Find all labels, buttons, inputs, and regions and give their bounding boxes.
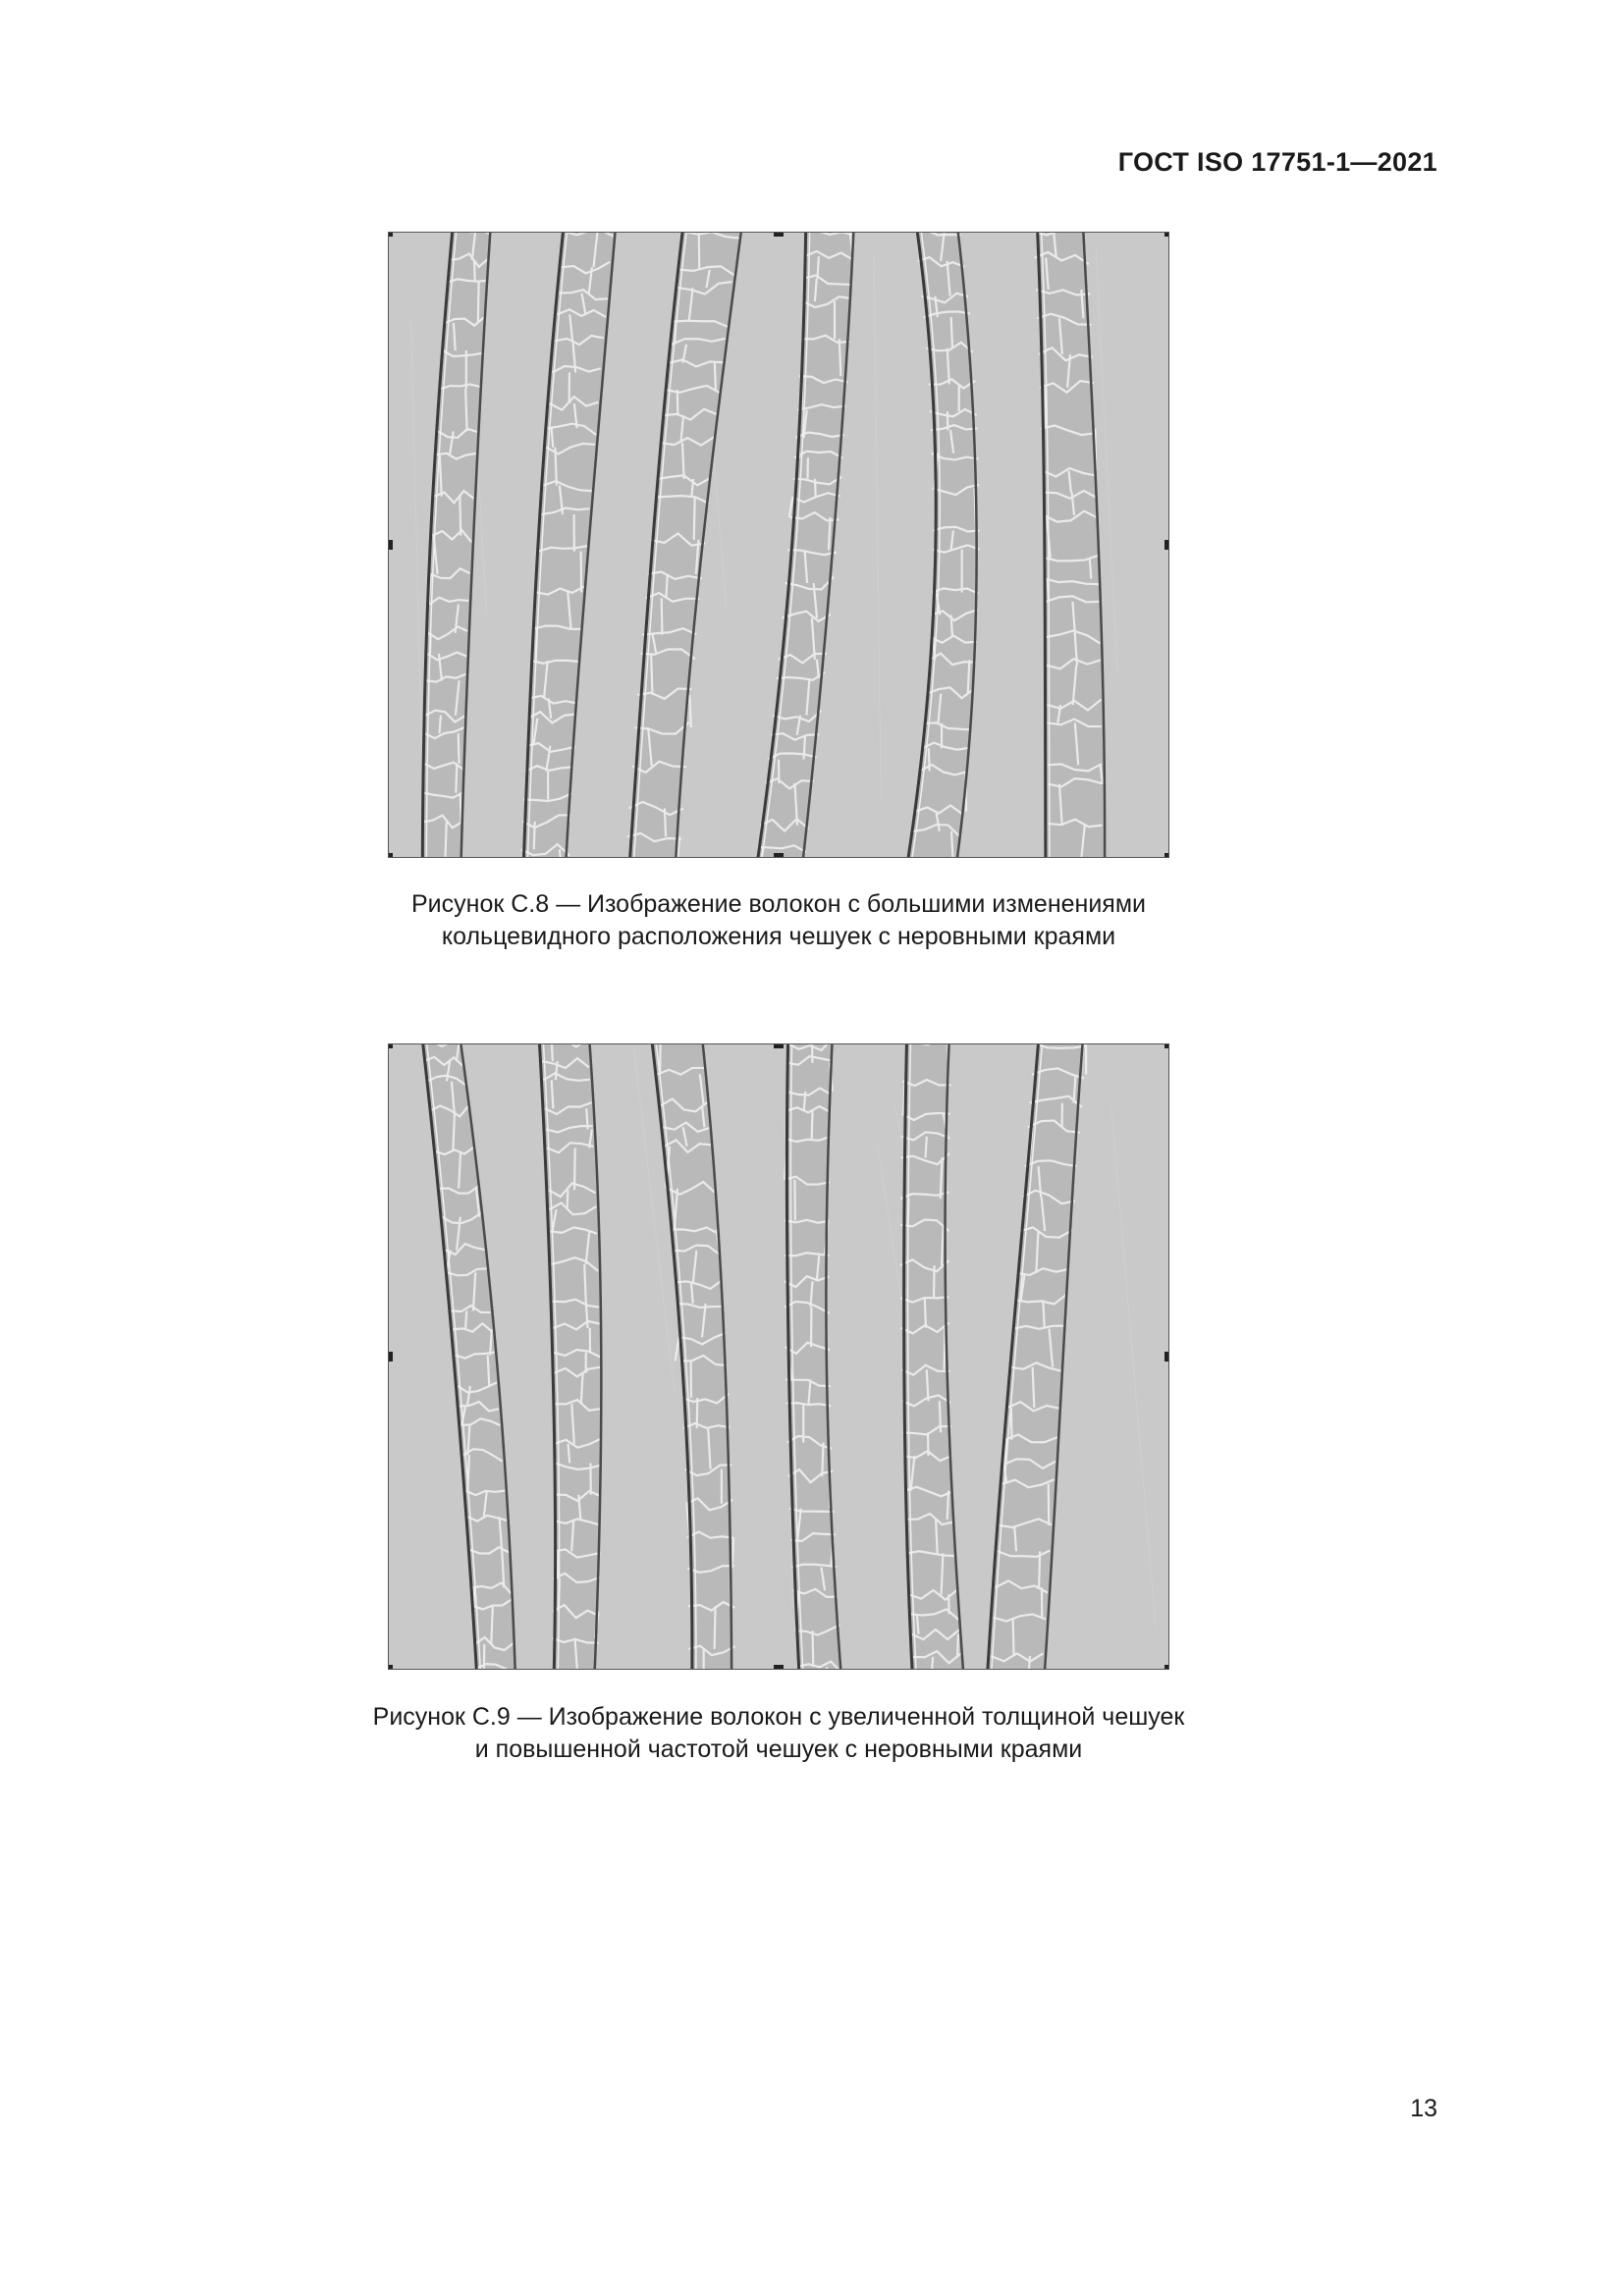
- caption-line: Рисунок С.8 — Изображение волокон с большими изменениями: [411, 890, 1146, 918]
- figure-c9-caption: [295, 1701, 1263, 1766]
- document-code: ГОСТ ISO 17751-1—2021: [1117, 147, 1437, 177]
- figure-c9-micrograph: [388, 1043, 1169, 1670]
- caption-line: Рисунок С.9 — Изображение волокон с увеличенной толщиной чешуек: [372, 1703, 1185, 1731]
- figure-c8-caption: [295, 888, 1263, 953]
- caption-line: кольцевидного расположения чешуек с неровными краями: [441, 923, 1116, 950]
- fiber-micrograph-icon: [388, 1043, 1169, 1670]
- caption-line: и повышенной частотой чешуек с неровными краями: [474, 1735, 1083, 1763]
- page-number: 13: [1410, 2095, 1437, 2122]
- figure-c8-micrograph: [388, 232, 1169, 858]
- fiber-micrograph-icon: [388, 232, 1169, 858]
